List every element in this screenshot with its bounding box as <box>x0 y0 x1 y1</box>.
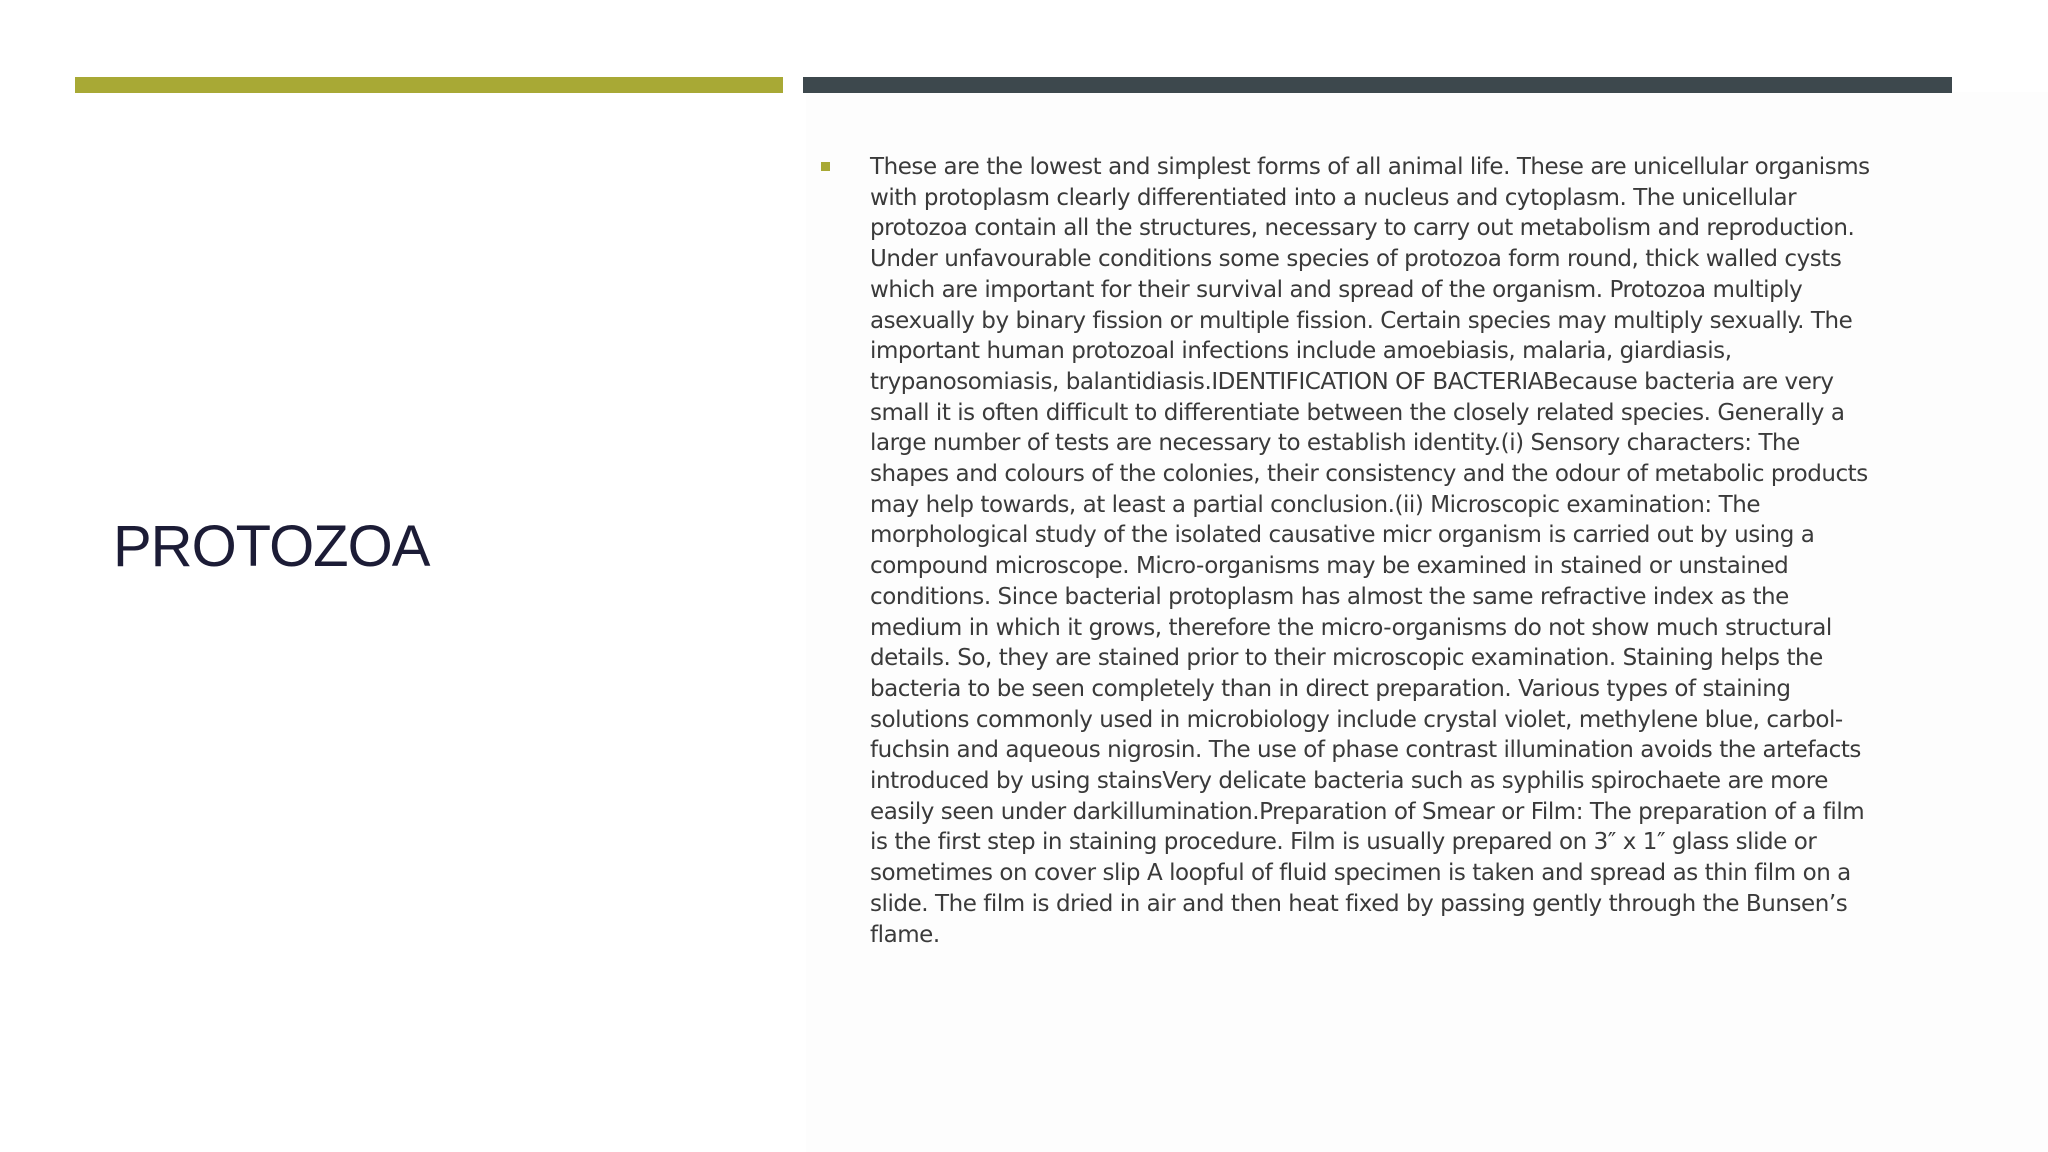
bullet-text: These are the lowest and simplest forms of all animal life. These are unicellular organisms with protoplasm clearly differentiated into a nucleus and cytoplasm. The unicellular protozoa contain all the structures, necessary to carry out metabolism and reproduction. Under unfavourable conditions some species of protozoa form round, thick walled cysts which are important for their survival and spread of the organism. Protozoa multiply asexually by binary fission or multiple fission. Certain species may multiply sexually. The important human protozoal infections include amoebiasis, malaria, giardiasis, trypanosomiasis, balantidiasis.IDENTIFICATION OF BACTERIABecause bacteria are very small it is often difficult to differentiate between the closely related species. Generally a large number of tests are necessary to establish identity.(i) Sensory characters: The shapes and colours of the colonies, their consistency and the odour of metabolic products may help towards, at least a partial conclusion.(ii) Microscopic examination: The morphological study of the isolated causative micr organism is carried out by using a compound microscope. Micro-organisms may be examined in stained or unstained conditions. Since bacterial protoplasm has almost the same refractive index as the medium in which it grows, therefore the micro-organisms do not show much structural details. So, they are stained prior to their microscopic examination. Staining helps the bacteria to be seen completely than in direct preparation. Various types of staining solutions commonly used in microbiology include crystal violet, methylene blue, carbol-fuchsin and aqueous nigrosin. The use of phase contrast illumination avoids the artefacts introduced by using stainsVery delicate bacteria such as syphilis spirochaete are more easily seen under darkillumination.Preparation of Smear or Film: The preparation of a film is the first step in staining procedure. Film is usually prepared on 3″ x 1″ glass slide or sometimes on cover slip A loopful of fluid specimen is taken and spread as thin film on a slide. The film is dried in air and then heat fixed by passing gently through the Bunsen’s flame. <box>870 154 1870 948</box>
slide-title: PROTOZOA <box>113 514 430 579</box>
accent-bar <box>75 77 783 93</box>
dark-bar <box>803 77 1952 93</box>
square-bullet-icon <box>821 162 830 171</box>
